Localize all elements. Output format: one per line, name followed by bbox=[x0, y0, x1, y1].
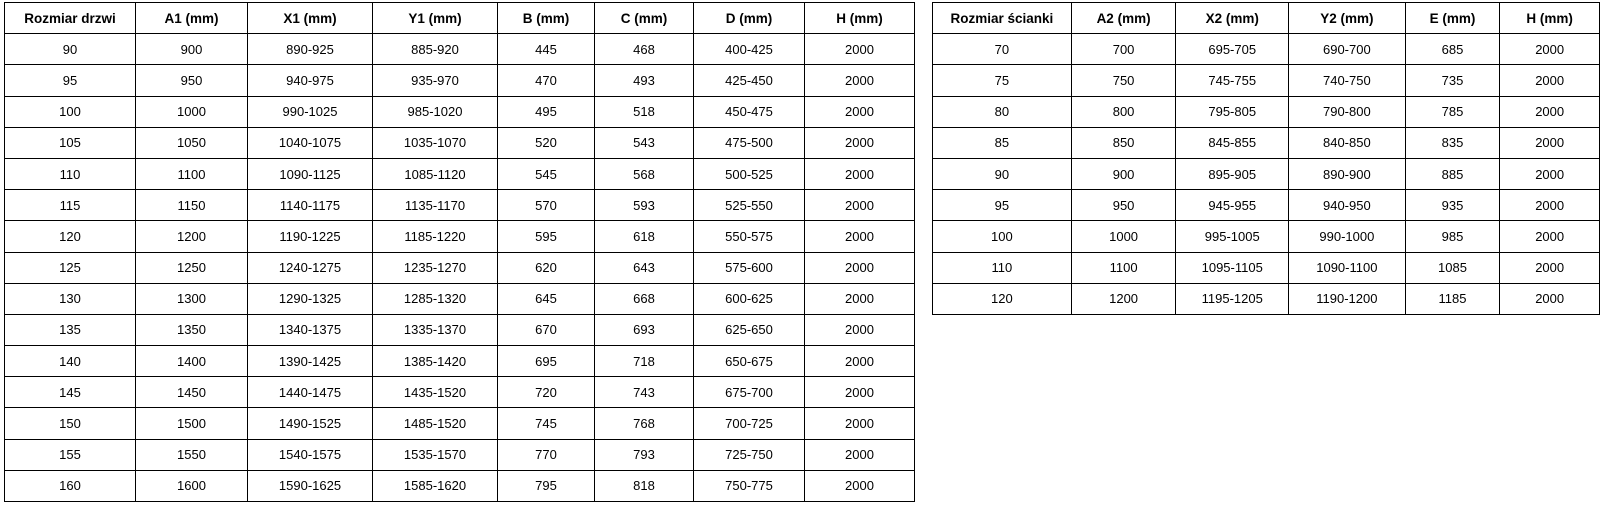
table-cell: 950 bbox=[136, 65, 248, 96]
table-row bbox=[5, 65, 915, 96]
table-cell: 1100 bbox=[136, 158, 248, 189]
table-row bbox=[5, 408, 915, 439]
table-row bbox=[933, 127, 1600, 158]
table-cell: 735 bbox=[1405, 65, 1500, 96]
table-cell: 695 bbox=[498, 346, 595, 377]
table-cell: 600-625 bbox=[694, 283, 805, 314]
table-cell: 495 bbox=[498, 96, 595, 127]
table-cell: 900 bbox=[136, 34, 248, 65]
table-cell: 140 bbox=[5, 346, 136, 377]
table-cell: 95 bbox=[933, 190, 1072, 221]
table-cell: 1135-1170 bbox=[373, 190, 498, 221]
table-cell: 160 bbox=[5, 470, 136, 501]
table-cell: 645 bbox=[498, 283, 595, 314]
table-cell: 745-755 bbox=[1176, 65, 1289, 96]
table-body bbox=[933, 34, 1600, 315]
table-cell: 985 bbox=[1405, 221, 1500, 252]
table-cell: 105 bbox=[5, 127, 136, 158]
table-cell: 2000 bbox=[805, 96, 915, 127]
table-cell: 1000 bbox=[1071, 221, 1176, 252]
table-cell: 700 bbox=[1071, 34, 1176, 65]
table-cell: 1185-1220 bbox=[373, 221, 498, 252]
table-cell: 990-1025 bbox=[248, 96, 373, 127]
table-cell: 145 bbox=[5, 377, 136, 408]
table-cell: 940-950 bbox=[1289, 190, 1406, 221]
column-header: H (mm) bbox=[805, 3, 915, 34]
table-cell: 1400 bbox=[136, 346, 248, 377]
table-cell: 575-600 bbox=[694, 252, 805, 283]
table-cell: 690-700 bbox=[1289, 34, 1406, 65]
table-cell: 135 bbox=[5, 314, 136, 345]
table-cell: 795-805 bbox=[1176, 96, 1289, 127]
table-cell: 1440-1475 bbox=[248, 377, 373, 408]
table-cell: 890-925 bbox=[248, 34, 373, 65]
table-cell: 885-920 bbox=[373, 34, 498, 65]
table-cell: 1585-1620 bbox=[373, 470, 498, 501]
table-cell: 120 bbox=[5, 221, 136, 252]
column-header: E (mm) bbox=[1405, 3, 1500, 34]
table-cell: 625-650 bbox=[694, 314, 805, 345]
table-cell: 670 bbox=[498, 314, 595, 345]
table-cell: 125 bbox=[5, 252, 136, 283]
table-cell: 525-550 bbox=[694, 190, 805, 221]
table-cell: 2000 bbox=[805, 439, 915, 470]
table-cell: 2000 bbox=[805, 470, 915, 501]
table-cell: 750-775 bbox=[694, 470, 805, 501]
table-cell: 768 bbox=[595, 408, 694, 439]
table-row bbox=[5, 96, 915, 127]
table-cell: 1190-1200 bbox=[1289, 283, 1406, 314]
table-cell: 595 bbox=[498, 221, 595, 252]
doors-dimensions-table bbox=[4, 2, 915, 502]
table-row bbox=[933, 252, 1600, 283]
table-cell: 130 bbox=[5, 283, 136, 314]
table-row bbox=[933, 158, 1600, 189]
table-row bbox=[5, 127, 915, 158]
table-cell: 745 bbox=[498, 408, 595, 439]
walls-dimensions-table bbox=[932, 2, 1600, 315]
table-cell: 2000 bbox=[805, 127, 915, 158]
table-cell: 785 bbox=[1405, 96, 1500, 127]
table-cell: 1040-1075 bbox=[248, 127, 373, 158]
table-cell: 115 bbox=[5, 190, 136, 221]
table-row bbox=[933, 221, 1600, 252]
table-row bbox=[5, 221, 915, 252]
table-cell: 1540-1575 bbox=[248, 439, 373, 470]
table-cell: 793 bbox=[595, 439, 694, 470]
table-cell: 695-705 bbox=[1176, 34, 1289, 65]
table-cell: 885 bbox=[1405, 158, 1500, 189]
column-header: A2 (mm) bbox=[1071, 3, 1176, 34]
table-cell: 1490-1525 bbox=[248, 408, 373, 439]
table-cell: 620 bbox=[498, 252, 595, 283]
table-cell: 840-850 bbox=[1289, 127, 1406, 158]
column-header: X1 (mm) bbox=[248, 3, 373, 34]
table-cell: 150 bbox=[5, 408, 136, 439]
table-header-row bbox=[5, 3, 915, 34]
table-cell: 1390-1425 bbox=[248, 346, 373, 377]
table-cell: 1100 bbox=[1071, 252, 1176, 283]
column-header: A1 (mm) bbox=[136, 3, 248, 34]
table-cell: 2000 bbox=[1500, 96, 1600, 127]
table-cell: 1350 bbox=[136, 314, 248, 345]
table-cell: 2000 bbox=[805, 377, 915, 408]
table-cell: 2000 bbox=[805, 158, 915, 189]
table-cell: 1150 bbox=[136, 190, 248, 221]
table-cell: 1300 bbox=[136, 283, 248, 314]
table-cell: 2000 bbox=[1500, 158, 1600, 189]
table-cell: 790-800 bbox=[1289, 96, 1406, 127]
table-cell: 120 bbox=[933, 283, 1072, 314]
table-cell: 1195-1205 bbox=[1176, 283, 1289, 314]
table-row bbox=[5, 439, 915, 470]
table-cell: 685 bbox=[1405, 34, 1500, 65]
table-cell: 2000 bbox=[805, 346, 915, 377]
table-cell: 518 bbox=[595, 96, 694, 127]
table-row bbox=[5, 346, 915, 377]
table-cell: 693 bbox=[595, 314, 694, 345]
column-header: B (mm) bbox=[498, 3, 595, 34]
table-cell: 400-425 bbox=[694, 34, 805, 65]
table-cell: 850 bbox=[1071, 127, 1176, 158]
table-cell: 985-1020 bbox=[373, 96, 498, 127]
column-header: Y2 (mm) bbox=[1289, 3, 1406, 34]
column-header: X2 (mm) bbox=[1176, 3, 1289, 34]
table-row bbox=[5, 34, 915, 65]
table-row bbox=[5, 252, 915, 283]
table-cell: 110 bbox=[5, 158, 136, 189]
table-cell: 935 bbox=[1405, 190, 1500, 221]
table-cell: 950 bbox=[1071, 190, 1176, 221]
table-cell: 2000 bbox=[805, 283, 915, 314]
table-cell: 493 bbox=[595, 65, 694, 96]
table-body bbox=[5, 34, 915, 502]
table-cell: 545 bbox=[498, 158, 595, 189]
table-cell: 470 bbox=[498, 65, 595, 96]
column-header: D (mm) bbox=[694, 3, 805, 34]
table-cell: 2000 bbox=[805, 221, 915, 252]
table-cell: 100 bbox=[5, 96, 136, 127]
table-cell: 1240-1275 bbox=[248, 252, 373, 283]
table-cell: 1450 bbox=[136, 377, 248, 408]
table-cell: 935-970 bbox=[373, 65, 498, 96]
table-cell: 1235-1270 bbox=[373, 252, 498, 283]
table-cell: 543 bbox=[595, 127, 694, 158]
table-row bbox=[5, 470, 915, 501]
table-cell: 2000 bbox=[1500, 65, 1600, 96]
table-cell: 500-525 bbox=[694, 158, 805, 189]
table-cell: 1535-1570 bbox=[373, 439, 498, 470]
table-cell: 700-725 bbox=[694, 408, 805, 439]
table-cell: 770 bbox=[498, 439, 595, 470]
table-cell: 1085-1120 bbox=[373, 158, 498, 189]
table-cell: 468 bbox=[595, 34, 694, 65]
column-header: Rozmiar drzwi bbox=[5, 3, 136, 34]
walls-dimensions-table-container bbox=[932, 2, 1600, 315]
table-cell: 668 bbox=[595, 283, 694, 314]
table-cell: 1250 bbox=[136, 252, 248, 283]
table-cell: 425-450 bbox=[694, 65, 805, 96]
table-row bbox=[933, 190, 1600, 221]
table-cell: 95 bbox=[5, 65, 136, 96]
table-cell: 718 bbox=[595, 346, 694, 377]
table-cell: 795 bbox=[498, 470, 595, 501]
table-cell: 568 bbox=[595, 158, 694, 189]
table-row bbox=[933, 96, 1600, 127]
table-cell: 818 bbox=[595, 470, 694, 501]
column-header: Y1 (mm) bbox=[373, 3, 498, 34]
table-cell: 80 bbox=[933, 96, 1072, 127]
table-cell: 1600 bbox=[136, 470, 248, 501]
table-cell: 725-750 bbox=[694, 439, 805, 470]
table-cell: 895-905 bbox=[1176, 158, 1289, 189]
table-cell: 1200 bbox=[1071, 283, 1176, 314]
table-row bbox=[5, 158, 915, 189]
doors-dimensions-table-container bbox=[4, 2, 915, 502]
table-cell: 750 bbox=[1071, 65, 1176, 96]
table-cell: 85 bbox=[933, 127, 1072, 158]
table-cell: 2000 bbox=[805, 65, 915, 96]
table-cell: 890-900 bbox=[1289, 158, 1406, 189]
table-row bbox=[933, 65, 1600, 96]
table-cell: 75 bbox=[933, 65, 1072, 96]
table-header-row bbox=[933, 3, 1600, 34]
table-cell: 1385-1420 bbox=[373, 346, 498, 377]
table-cell: 743 bbox=[595, 377, 694, 408]
table-cell: 90 bbox=[5, 34, 136, 65]
column-header: H (mm) bbox=[1500, 3, 1600, 34]
table-cell: 1285-1320 bbox=[373, 283, 498, 314]
table-cell: 445 bbox=[498, 34, 595, 65]
table-cell: 800 bbox=[1071, 96, 1176, 127]
table-cell: 450-475 bbox=[694, 96, 805, 127]
table-row bbox=[5, 283, 915, 314]
table-cell: 618 bbox=[595, 221, 694, 252]
table-cell: 2000 bbox=[805, 252, 915, 283]
table-cell: 2000 bbox=[1500, 34, 1600, 65]
table-cell: 155 bbox=[5, 439, 136, 470]
table-cell: 945-955 bbox=[1176, 190, 1289, 221]
column-header: Rozmiar ścianki bbox=[933, 3, 1072, 34]
table-cell: 100 bbox=[933, 221, 1072, 252]
table-cell: 593 bbox=[595, 190, 694, 221]
table-cell: 1185 bbox=[1405, 283, 1500, 314]
table-cell: 740-750 bbox=[1289, 65, 1406, 96]
table-row bbox=[5, 314, 915, 345]
table-cell: 520 bbox=[498, 127, 595, 158]
table-cell: 1290-1325 bbox=[248, 283, 373, 314]
table-cell: 2000 bbox=[805, 408, 915, 439]
table-cell: 995-1005 bbox=[1176, 221, 1289, 252]
table-cell: 1085 bbox=[1405, 252, 1500, 283]
table-cell: 1095-1105 bbox=[1176, 252, 1289, 283]
table-cell: 1335-1370 bbox=[373, 314, 498, 345]
table-cell: 1035-1070 bbox=[373, 127, 498, 158]
table-cell: 1550 bbox=[136, 439, 248, 470]
table-cell: 475-500 bbox=[694, 127, 805, 158]
table-cell: 900 bbox=[1071, 158, 1176, 189]
table-row bbox=[933, 34, 1600, 65]
table-cell: 2000 bbox=[805, 314, 915, 345]
table-cell: 1485-1520 bbox=[373, 408, 498, 439]
table-cell: 1090-1100 bbox=[1289, 252, 1406, 283]
table-cell: 675-700 bbox=[694, 377, 805, 408]
table-cell: 2000 bbox=[805, 190, 915, 221]
table-cell: 2000 bbox=[1500, 190, 1600, 221]
table-cell: 990-1000 bbox=[1289, 221, 1406, 252]
table-cell: 570 bbox=[498, 190, 595, 221]
table-cell: 1340-1375 bbox=[248, 314, 373, 345]
table-cell: 1050 bbox=[136, 127, 248, 158]
table-cell: 1140-1175 bbox=[248, 190, 373, 221]
table-cell: 845-855 bbox=[1176, 127, 1289, 158]
table-cell: 90 bbox=[933, 158, 1072, 189]
table-cell: 1000 bbox=[136, 96, 248, 127]
table-cell: 1190-1225 bbox=[248, 221, 373, 252]
table-cell: 1090-1125 bbox=[248, 158, 373, 189]
table-cell: 650-675 bbox=[694, 346, 805, 377]
table-cell: 2000 bbox=[805, 34, 915, 65]
table-cell: 940-975 bbox=[248, 65, 373, 96]
table-cell: 110 bbox=[933, 252, 1072, 283]
table-cell: 1590-1625 bbox=[248, 470, 373, 501]
table-row bbox=[5, 190, 915, 221]
table-cell: 1200 bbox=[136, 221, 248, 252]
table-cell: 2000 bbox=[1500, 221, 1600, 252]
table-cell: 2000 bbox=[1500, 127, 1600, 158]
table-cell: 2000 bbox=[1500, 252, 1600, 283]
table-cell: 2000 bbox=[1500, 283, 1600, 314]
table-cell: 720 bbox=[498, 377, 595, 408]
table-cell: 70 bbox=[933, 34, 1072, 65]
table-cell: 1435-1520 bbox=[373, 377, 498, 408]
table-cell: 1500 bbox=[136, 408, 248, 439]
table-row bbox=[5, 377, 915, 408]
table-row bbox=[933, 283, 1600, 314]
table-cell: 643 bbox=[595, 252, 694, 283]
table-cell: 835 bbox=[1405, 127, 1500, 158]
table-cell: 550-575 bbox=[694, 221, 805, 252]
column-header: C (mm) bbox=[595, 3, 694, 34]
